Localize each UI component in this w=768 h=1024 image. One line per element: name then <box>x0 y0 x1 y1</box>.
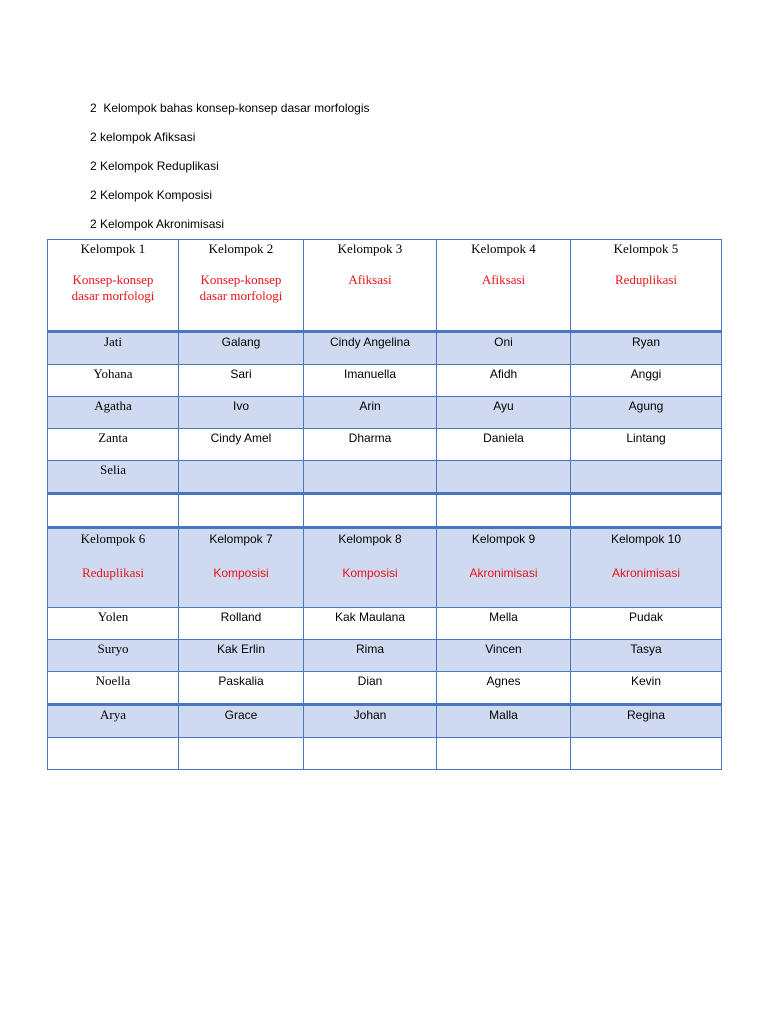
group-header-cell <box>571 528 722 608</box>
group-topic: Komposisi <box>342 566 398 580</box>
table-cell <box>179 608 304 640</box>
group-name: Kelompok 1 <box>80 241 146 256</box>
group-header-cell <box>571 240 722 332</box>
table-cell <box>304 705 437 738</box>
group-topic: Akronimisasi <box>611 566 680 580</box>
group-topic: Konsep-konsep dasar morfologi <box>199 272 283 303</box>
table-cell <box>179 332 304 365</box>
table-cell <box>571 332 722 365</box>
table-cell <box>571 429 722 461</box>
group-name: Kelompok 2 <box>208 241 274 256</box>
table-cell <box>304 429 437 461</box>
table-cell <box>437 397 571 429</box>
member-name: Oni <box>494 335 513 349</box>
table-cell <box>179 494 304 528</box>
table-cell <box>437 494 571 528</box>
table-row <box>48 397 722 429</box>
member-name: Daniela <box>483 431 524 445</box>
table-cell <box>437 608 571 640</box>
member-name: Johan <box>353 708 387 722</box>
table-cell <box>571 640 722 672</box>
member-name: Rolland <box>220 610 262 624</box>
table-cell <box>179 672 304 705</box>
member-name: Rima <box>355 642 384 656</box>
table-cell <box>437 640 571 672</box>
table-cell <box>437 705 571 738</box>
group-header-cell <box>437 528 571 608</box>
table-cell <box>179 461 304 494</box>
member-name: Tasya <box>630 642 662 656</box>
member-name: Anggi <box>630 367 662 381</box>
intro-line: 2 Kelompok Reduplikasi <box>90 159 219 173</box>
table-cell <box>437 332 571 365</box>
table-cell <box>437 672 571 705</box>
group-name: Kelompok 9 <box>471 532 536 546</box>
table-row <box>48 429 722 461</box>
member-name: Regina <box>626 708 666 722</box>
table-cell <box>304 672 437 705</box>
group-topic: Konsep-konsep dasar morfologi <box>71 272 155 303</box>
member-name: Dharma <box>348 431 392 445</box>
table-cell <box>571 397 722 429</box>
member-name: Agung <box>628 399 664 413</box>
group-name: Kelompok 4 <box>471 241 536 256</box>
member-name: Paskalia <box>218 674 264 688</box>
table-cell <box>304 738 437 770</box>
group-name: Kelompok 6 <box>80 531 146 546</box>
table-cell <box>48 640 179 672</box>
table-row <box>48 332 722 365</box>
group-topic: Reduplikasi <box>614 272 678 287</box>
table-cell <box>48 461 179 494</box>
table-cell <box>48 397 179 429</box>
member-name: Mella <box>489 610 518 624</box>
table-header-row <box>48 528 722 608</box>
table-cell <box>304 365 437 397</box>
table-row <box>48 705 722 738</box>
table-cell <box>437 461 571 494</box>
group-name: Kelompok 8 <box>338 532 402 546</box>
table-cell <box>571 365 722 397</box>
group-topic: Akronimisasi <box>469 566 538 580</box>
group-header-cell <box>179 240 304 332</box>
member-name: Malla <box>489 708 518 722</box>
member-name: Suryo <box>97 641 129 656</box>
table-cell <box>48 365 179 397</box>
member-name: Zanta <box>98 430 128 445</box>
table-cell <box>571 672 722 705</box>
table-cell <box>179 365 304 397</box>
member-name: Cindy Amel <box>210 431 272 445</box>
member-name: Kak Maulana <box>334 610 406 624</box>
member-name: Imanuella <box>343 367 397 381</box>
table-cell <box>304 640 437 672</box>
group-name: Kelompok 3 <box>337 241 403 256</box>
group-header-cell <box>304 240 437 332</box>
group-header-cell <box>304 528 437 608</box>
table-cell <box>437 738 571 770</box>
member-name: Arya <box>100 707 126 722</box>
intro-list <box>90 94 370 239</box>
table-cell <box>437 365 571 397</box>
member-name: Agnes <box>486 674 521 688</box>
group-topic: Reduplikasi <box>81 565 145 580</box>
group-header-cell <box>48 528 179 608</box>
table-cell <box>304 461 437 494</box>
table-cell <box>48 494 179 528</box>
member-name: Ivo <box>232 399 249 413</box>
table-row <box>48 608 722 640</box>
table-cell <box>304 608 437 640</box>
group-header-cell <box>179 528 304 608</box>
table-cell <box>48 738 179 770</box>
group-topic: Afiksasi <box>348 272 392 287</box>
table-cell <box>48 332 179 365</box>
member-name: Vincen <box>485 642 522 656</box>
intro-line: 2 Kelompok bahas konsep-konsep dasar morfologis <box>90 101 370 115</box>
table-row <box>48 672 722 705</box>
intro-line: 2 kelompok Afiksasi <box>90 130 196 144</box>
group-header-cell <box>48 240 179 332</box>
table-cell <box>48 672 179 705</box>
table-cell <box>304 494 437 528</box>
member-name: Kevin <box>630 674 662 688</box>
group-name: Kelompok 10 <box>610 532 682 546</box>
group-name: Kelompok 5 <box>613 241 679 256</box>
table-cell <box>48 429 179 461</box>
table-cell <box>179 429 304 461</box>
member-name: Arin <box>359 399 381 413</box>
table-row <box>48 494 722 528</box>
group-topic: Komposisi <box>213 566 269 580</box>
table-cell <box>437 429 571 461</box>
intro-line: 2 Kelompok Komposisi <box>90 188 213 202</box>
table-cell <box>304 397 437 429</box>
table-cell <box>571 608 722 640</box>
member-name: Jati <box>103 334 123 349</box>
group-name: Kelompok 7 <box>209 532 273 546</box>
table-cell <box>571 461 722 494</box>
member-name: Sari <box>230 367 252 381</box>
table-cell <box>571 494 722 528</box>
member-name: Ryan <box>631 335 660 349</box>
member-name: Agatha <box>94 398 132 413</box>
member-name: Selia <box>100 462 126 477</box>
table-cell <box>179 397 304 429</box>
table-row <box>48 640 722 672</box>
member-name: Lintang <box>626 431 666 445</box>
member-name: Grace <box>224 708 258 722</box>
group-header-cell <box>437 240 571 332</box>
table-cell <box>179 705 304 738</box>
table-row <box>48 738 722 770</box>
member-name: Cindy Angelina <box>329 335 411 349</box>
member-name: Yolen <box>97 609 129 624</box>
table-header-row <box>48 240 722 332</box>
group-table <box>47 239 722 770</box>
table-row <box>48 365 722 397</box>
table-cell <box>179 640 304 672</box>
table-cell <box>48 608 179 640</box>
intro-line: 2 Kelompok Akronimisasi <box>90 217 225 231</box>
table-row <box>48 461 722 494</box>
member-name: Kak Erlin <box>216 642 266 656</box>
group-topic: Afiksasi <box>481 272 526 287</box>
table-cell <box>179 738 304 770</box>
table-cell <box>571 738 722 770</box>
member-name: Dian <box>357 674 383 688</box>
table-cell <box>571 705 722 738</box>
table-cell <box>304 332 437 365</box>
member-name: Galang <box>221 335 261 349</box>
member-name: Noella <box>95 673 131 688</box>
table-cell <box>48 705 179 738</box>
member-name: Yohana <box>93 366 133 381</box>
member-name: Ayu <box>493 399 514 413</box>
member-name: Pudak <box>628 610 664 624</box>
member-name: Afidh <box>489 367 518 381</box>
